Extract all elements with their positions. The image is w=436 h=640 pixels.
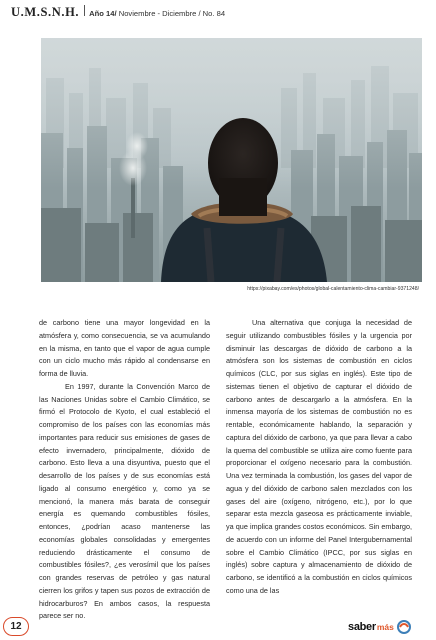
article-column-left bbox=[39, 317, 210, 623]
logo-word: saber bbox=[348, 621, 376, 633]
issue-info bbox=[89, 9, 225, 18]
header-divider bbox=[84, 5, 85, 16]
paragraph: En 1997, durante la Convención Marco de las Naciones Unidas sobre el Cambio Climático, se firmó el Protocolo de Kyoto, el cual estableció el compromiso de los países con las economías más importantes para reducir sus emisiones de gases de efecto invernadero, principalmente, dióxido de carbono. Esto lleva a una disyuntiva, puesto que el desarrollo de los países y de sus economías está ligado al consumo energético y, como ya se mencionó, la manera más barata de conseguir energía es quemando combustibles fósiles, entonces, ¿podrían acaso mantenerse las economías globales consolidadas y emergentes reduciendo drásticamente el consumo de combustibles fósiles?, ¿es verosímil que los países con grandes reservas de petróleo y gas natural cierren los grifos y tapen sus pozos de extracción de hidrocarburos? En ambos casos, la respuesta parece ser no. bbox=[39, 381, 210, 621]
page-number: 12 bbox=[3, 617, 29, 636]
logo-suffix: más bbox=[376, 622, 394, 632]
running-header bbox=[11, 5, 225, 21]
page-footer bbox=[0, 614, 436, 640]
city-smog-illustration bbox=[41, 38, 422, 282]
paragraph: Una alternativa que conjuga la necesidad de seguir utilizando combustibles fósiles y la urgencia por disminuir las descargas de dióxido de carbono a la atmósfera son los sistemas de combustión en ciclos químicos (CLC, por sus siglas en inglés). Este tipo de sistemas tienen el objetivo de capturar el dióxido de carbono antes de descargarlo a la atmósfera. En la inmensa mayoría de los sistemas de combustión no es rentable, económicamente hablando, la separación y captura del dióxido de carbono, ya que para llevar a cabo la quema del combustible se utiliza aire como fuente para proporcionar el oxígeno necesario para la combustión. Una vez terminada la combustión, los gases del vapor de agua y del dióxido de carbono salen mezclados con los gases del aire (oxígeno, nitrógeno, etc.), por lo que separar esta mezcla gaseosa es prácticamente inviable, ya que implica grandes costos económicos. Sin embargo, de acuerdo con un informe del Panel Intergubernamental sobre el Cambio Climático (IPCC, por sus siglas en inglés) sobre captura y almacenamiento de dióxido de carbono, se identificó a la combustión en ciclos químicos como una de las bbox=[226, 318, 412, 595]
journal-name: U.M.S.N.H. bbox=[11, 5, 80, 19]
logo-swirl-icon bbox=[396, 619, 412, 635]
paragraph: de carbono tiene una mayor longevidad en la atmósfera y, como consecuencia, se va acumulando en la misma, en tanto que el vapor de agua cumple con un ciclo mucho más rápido al condensarse en forma de lluvia. bbox=[39, 318, 210, 378]
issue-detail: Noviembre - Diciembre / No. 84 bbox=[116, 9, 226, 18]
article-photo bbox=[41, 38, 422, 282]
smokestack bbox=[131, 178, 135, 238]
issue-year: Año 14/ bbox=[89, 9, 117, 18]
saber-mas-logo bbox=[348, 618, 412, 636]
photo-credit: https://pixabay.com/es/photos/global-calentamiento-clima-cambiar-9371248/ bbox=[247, 286, 419, 292]
article-column-right bbox=[226, 317, 412, 598]
